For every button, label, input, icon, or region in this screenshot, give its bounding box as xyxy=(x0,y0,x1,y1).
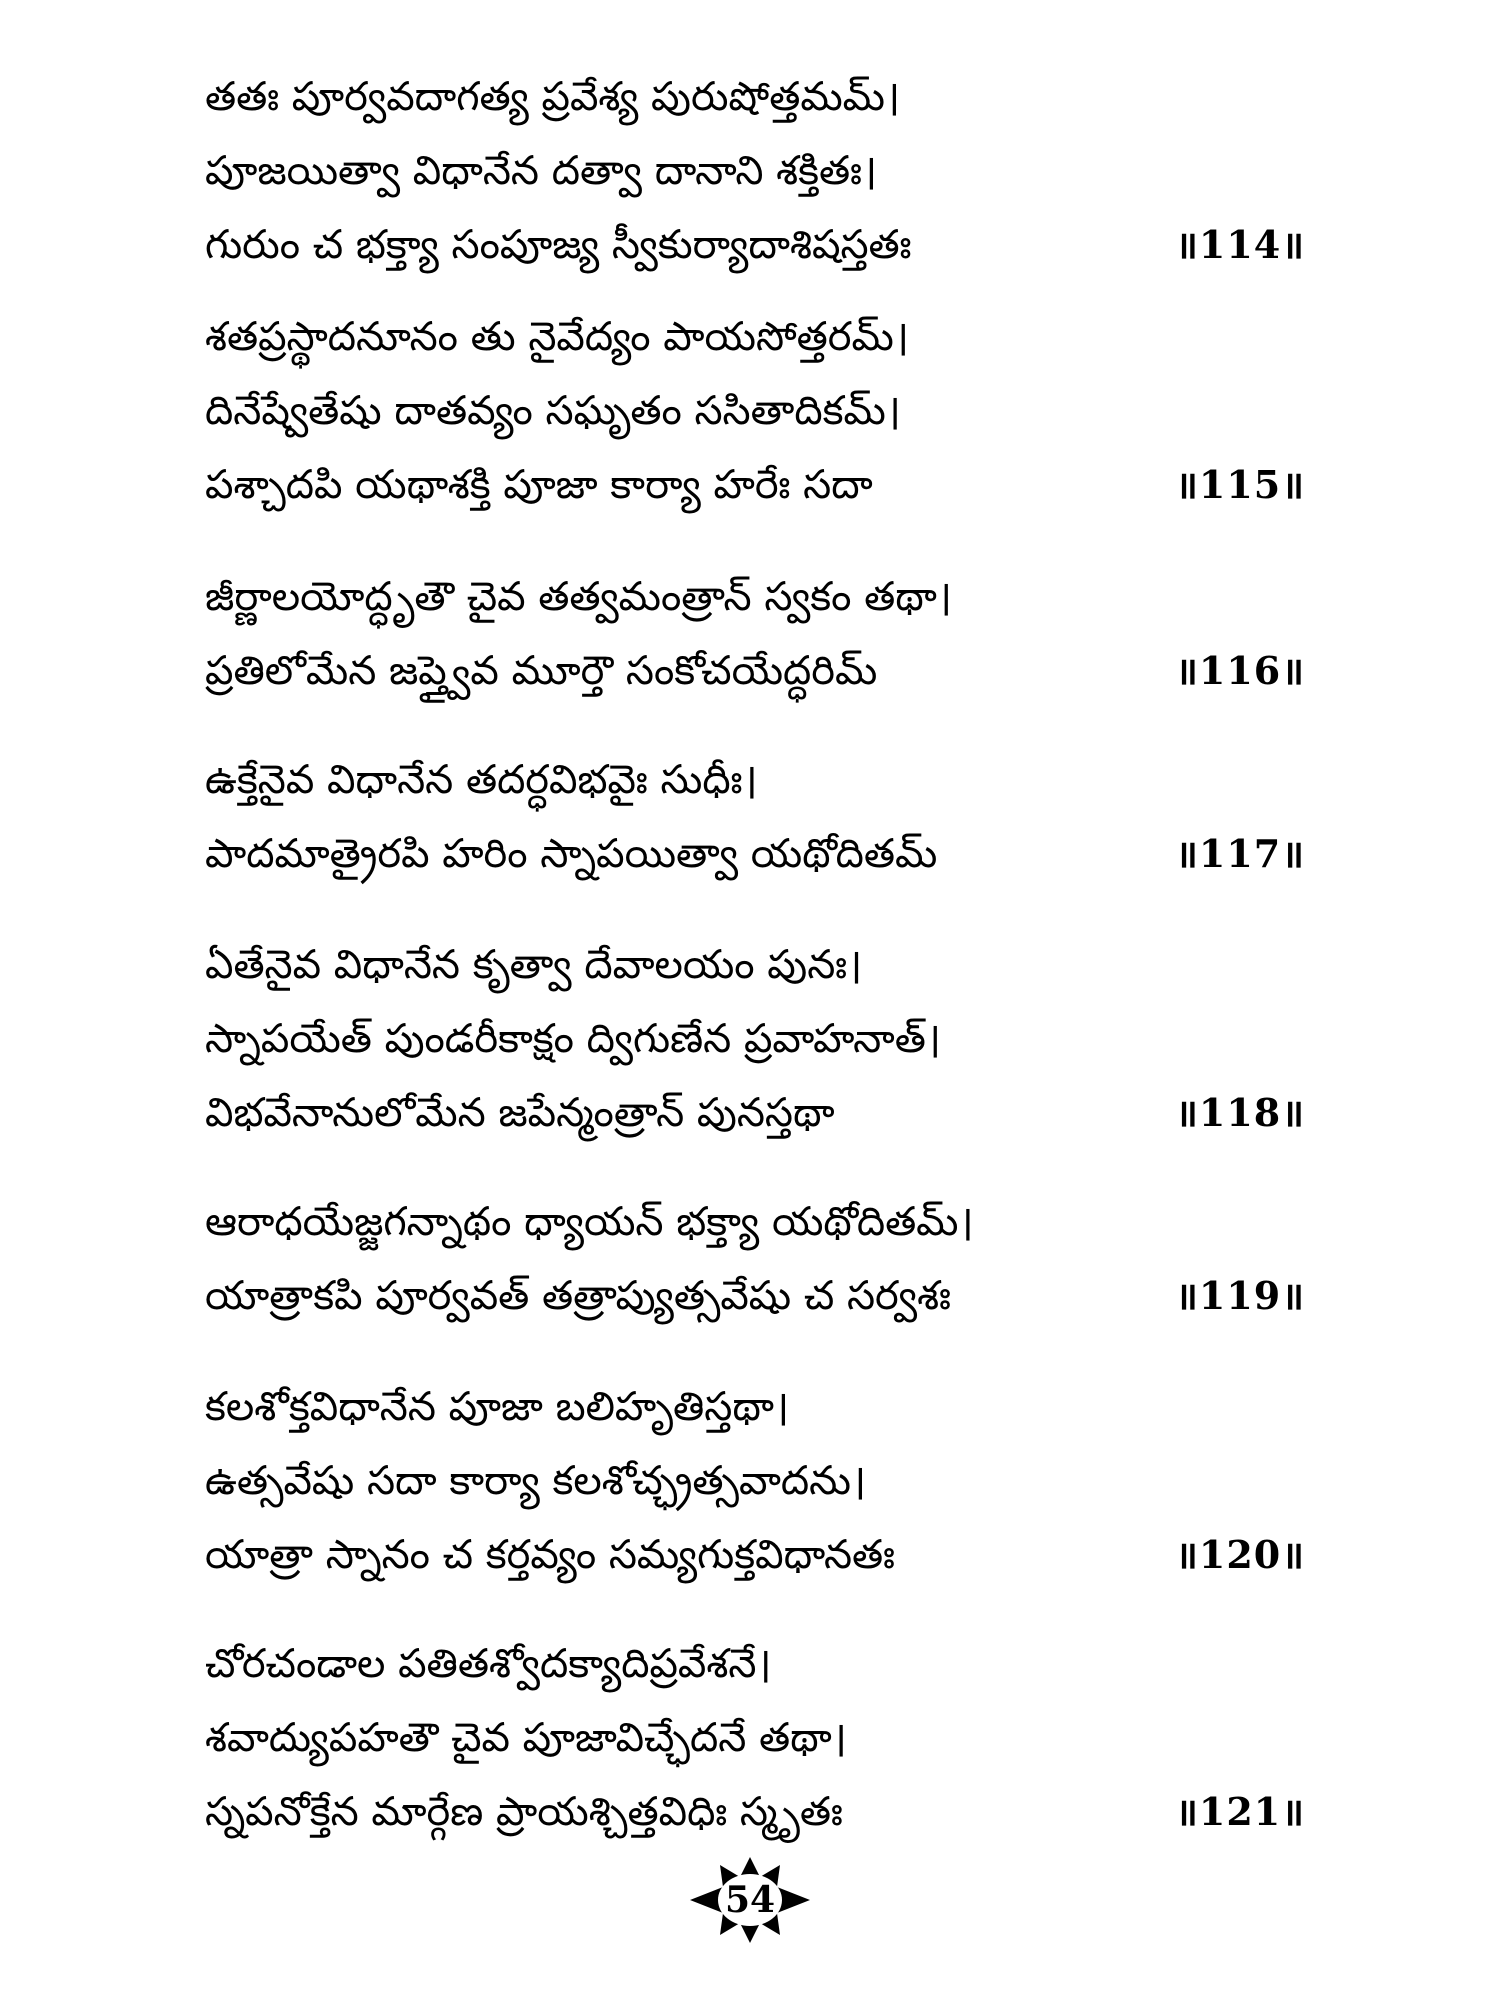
verse-number: ॥119॥ xyxy=(1175,1273,1305,1318)
verse-line xyxy=(205,1627,1305,1701)
verse-line-text: విభవేనానులోమేన జపేన్మంత్రాన్ పునస్తథా xyxy=(205,1090,835,1136)
verse-line-text: ఆరాధయేజ్జగన్నాథం ధ్యాయన్ భక్త్యా యథోదితమ్। xyxy=(205,1199,974,1245)
verse-number: ॥116॥ xyxy=(1175,648,1305,693)
verse-line-text: పూజయిత్వా విధానేన దత్వా దానాని శక్తితః। xyxy=(205,148,878,194)
verse-line-text: చోరచండాల పతితశ్వోదక్యాదిప్రవేశనే। xyxy=(205,1641,772,1687)
verse-line xyxy=(205,1518,1305,1592)
verse-line-text: పాదమాత్రైరపి హరిం స్నాపయిత్వా యథోదితమ్ xyxy=(205,831,938,877)
verse-line-text: శవాద్యుపహతౌ చైవ పూజావిచ్ఛేదనే తథా। xyxy=(205,1715,847,1761)
verse-line-text: కలశోక్తవిధానేన పూజా బలిహృతిస్తథా। xyxy=(205,1384,790,1430)
page-number-ornament xyxy=(685,1855,815,1945)
verse-117 xyxy=(205,743,1305,891)
verse-116 xyxy=(205,560,1305,708)
verse-line-text: ప్రతిలోమేన జప్త్వైవ మూర్తౌ సంకోచయేద్ధరిమ్ xyxy=(205,648,878,694)
verse-number: ॥114॥ xyxy=(1175,222,1305,267)
verse-line xyxy=(205,928,1305,1002)
verse-line xyxy=(205,817,1305,891)
verse-line xyxy=(205,743,1305,817)
verse-number: ॥118॥ xyxy=(1175,1090,1305,1135)
verse-line xyxy=(205,1076,1305,1150)
verse-line-text: ఉత్సవేషు సదా కార్యా కలశోచ్ఛ్రత్సవాదను। xyxy=(205,1458,867,1504)
verse-line xyxy=(205,1701,1305,1775)
verse-line xyxy=(205,374,1305,448)
verse-line xyxy=(205,208,1305,282)
verse-line-text: జీర్ణాలయోద్ధృతౌ చైవ తత్వమంత్రాన్ స్వకం తథా। xyxy=(205,574,953,620)
verse-line-text: ఉక్తేనైవ విధానేన తదర్ధవిభవైః సుధీః। xyxy=(205,757,758,803)
verse-115 xyxy=(205,300,1305,522)
verse-line-text: యాత్రా స్నానం చ కర్తవ్యం సమ్యగుక్తవిధానతః xyxy=(205,1532,895,1578)
verse-line xyxy=(205,634,1305,708)
verse-line-text: తతః పూర్వవదాగత్య ప్రవేశ్య పురుషోత్తమమ్। xyxy=(205,74,901,120)
verse-120 xyxy=(205,1370,1305,1592)
verse-121 xyxy=(205,1627,1305,1849)
verse-line xyxy=(205,1002,1305,1076)
verse-line xyxy=(205,1444,1305,1518)
verse-line-text: పశ్చాదపి యథాశక్తి పూజా కార్యా హరేః సదా xyxy=(205,462,873,508)
verse-line xyxy=(205,300,1305,374)
verse-line xyxy=(205,134,1305,208)
verse-number: ॥115॥ xyxy=(1175,462,1305,507)
verse-line-text: ఏతేనైవ విధానేన కృత్వా దేవాలయం పునః। xyxy=(205,942,863,988)
verse-119 xyxy=(205,1185,1305,1333)
verse-line xyxy=(205,448,1305,522)
verse-line-text: స్నపనోక్తేన మార్గేణ ప్రాయశ్చిత్తవిధిః స్మృతః xyxy=(205,1789,843,1835)
verse-line xyxy=(205,560,1305,634)
verse-line-text: శతప్రస్థాదనూనం తు నైవేద్యం పాయసోత్తరమ్। xyxy=(205,314,909,360)
verse-number: ॥120॥ xyxy=(1175,1532,1305,1577)
verse-line xyxy=(205,1185,1305,1259)
verse-line xyxy=(205,1775,1305,1849)
verse-line-text: దినేష్వేతేషు దాతవ్యం సఘృతం ససితాదికమ్। xyxy=(205,388,901,434)
verse-118 xyxy=(205,928,1305,1150)
page-number: 54 xyxy=(724,1879,776,1921)
verse-number: ॥117॥ xyxy=(1175,831,1305,876)
verse-number: ॥121॥ xyxy=(1175,1789,1305,1834)
verse-line-text: స్నాపయేత్ పుండరీకాక్షం ద్విగుణేన ప్రవాహనాత్। xyxy=(205,1016,941,1062)
verse-114 xyxy=(205,60,1305,282)
verse-line xyxy=(205,60,1305,134)
verse-line-text: యాత్రాకపి పూర్వవత్ తత్రాప్యుత్సవేషు చ సర్వశః xyxy=(205,1273,951,1319)
verse-line xyxy=(205,1370,1305,1444)
verse-line xyxy=(205,1259,1305,1333)
verse-line-text: గురుం చ భక్త్యా సంపూజ్య స్వీకుర్యాదాశిషస్తతః xyxy=(205,222,912,268)
